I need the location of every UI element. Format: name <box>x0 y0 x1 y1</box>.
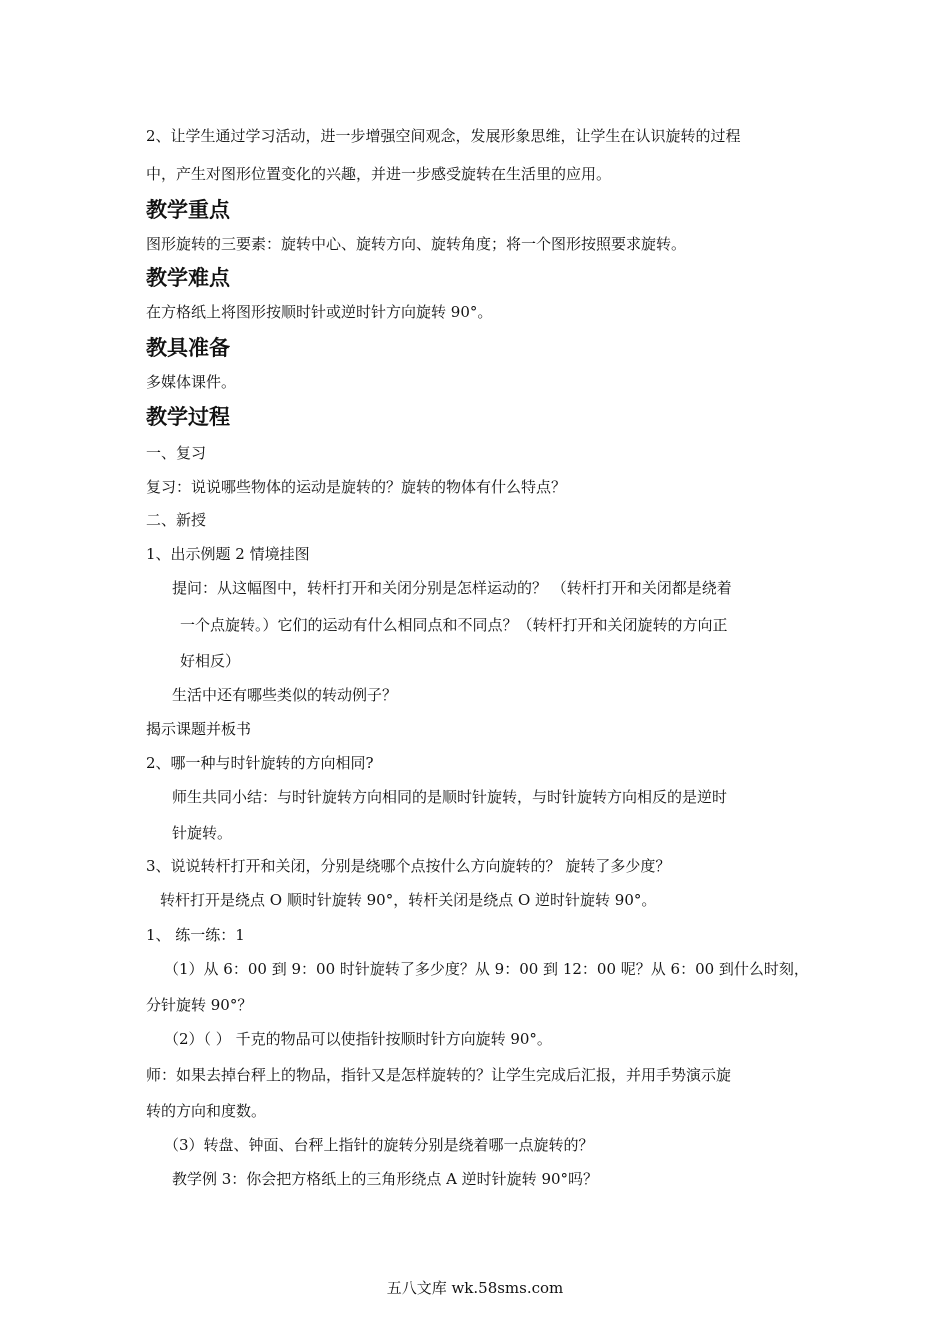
key-points-heading: 教学重点 <box>146 198 230 222</box>
process-line: 1、出示例题 2 情境挂图 <box>146 545 310 563</box>
difficulties-text: 在方格纸上将图形按顺时针或逆时针方向旋转 90°。 <box>146 303 493 321</box>
process-line: 一、复习 <box>146 444 207 462</box>
process-line: 3、说说转杆打开和关闭，分别是绕哪个点按什么方向旋转的？ 旋转了多少度？ <box>146 857 671 875</box>
process-line: 教学例 3：你会把方格纸上的三角形绕点 A 逆时针旋转 90°吗？ <box>172 1170 599 1188</box>
process-line: （2）（ ） 千克的物品可以使指针按顺时针方向旋转 90°。 <box>164 1030 552 1048</box>
process-heading: 教学过程 <box>146 405 230 429</box>
process-line: 复习：说说哪些物体的运动是旋转的？旋转的物体有什么特点？ <box>146 478 567 496</box>
process-line: 好相反） <box>180 652 241 670</box>
process-line: 针旋转。 <box>172 824 233 842</box>
process-line: （1）从 6：00 到 9：00 时针旋转了多少度？从 9：00 到 12：00 呢？从 6：00 到什么时刻， <box>164 960 809 978</box>
page-footer-watermark: 五八文库 wk.58sms.com <box>386 1279 564 1297</box>
process-line: 1、 练一练：1 <box>146 926 245 944</box>
process-line: 2、哪一种与时针旋转的方向相同? <box>146 754 374 772</box>
objective-line-2: 中，产生对图形位置变化的兴趣，并进一步感受旋转在生活里的应用。 <box>146 165 612 183</box>
key-points-text: 图形旋转的三要素：旋转中心、旋转方向、旋转角度；将一个图形按照要求旋转。 <box>146 235 687 253</box>
process-line: 转的方向和度数。 <box>146 1102 267 1120</box>
process-line: 转杆打开是绕点 O 顺时针旋转 90°，转杆关闭是绕点 O 逆时针旋转 90°。 <box>160 891 657 909</box>
difficulties-heading: 教学难点 <box>146 266 230 290</box>
process-line: 二、新授 <box>146 511 207 529</box>
process-line: （3）转盘、钟面、台秤上指针的旋转分别是绕着哪一点旋转的？ <box>164 1136 594 1154</box>
process-line: 师生共同小结：与时针旋转方向相同的是顺时针旋转，与时针旋转方向相反的是逆时 <box>172 788 728 806</box>
materials-heading: 教具准备 <box>146 336 230 360</box>
materials-text: 多媒体课件。 <box>146 373 237 391</box>
process-line: 师：如果去掉台秤上的物品，指针又是怎样旋转的？让学生完成后汇报，并用手势演示旋 <box>146 1066 732 1084</box>
objective-line-1: 2、让学生通过学习活动，进一步增强空间观念，发展形象思维，让学生在认识旋转的过程 <box>146 127 741 145</box>
process-line: 一个点旋转。）它们的运动有什么相同点和不同点？（转杆打开和关闭旋转的方向正 <box>180 616 728 634</box>
process-line: 生活中还有哪些类似的转动例子？ <box>172 686 398 704</box>
process-line: 分针旋转 90°？ <box>146 996 253 1014</box>
process-line: 揭示课题并板书 <box>146 720 252 738</box>
process-line: 提问：从这幅图中，转杆打开和关闭分别是怎样运动的？ （转杆打开和关闭都是绕着 <box>172 579 732 597</box>
